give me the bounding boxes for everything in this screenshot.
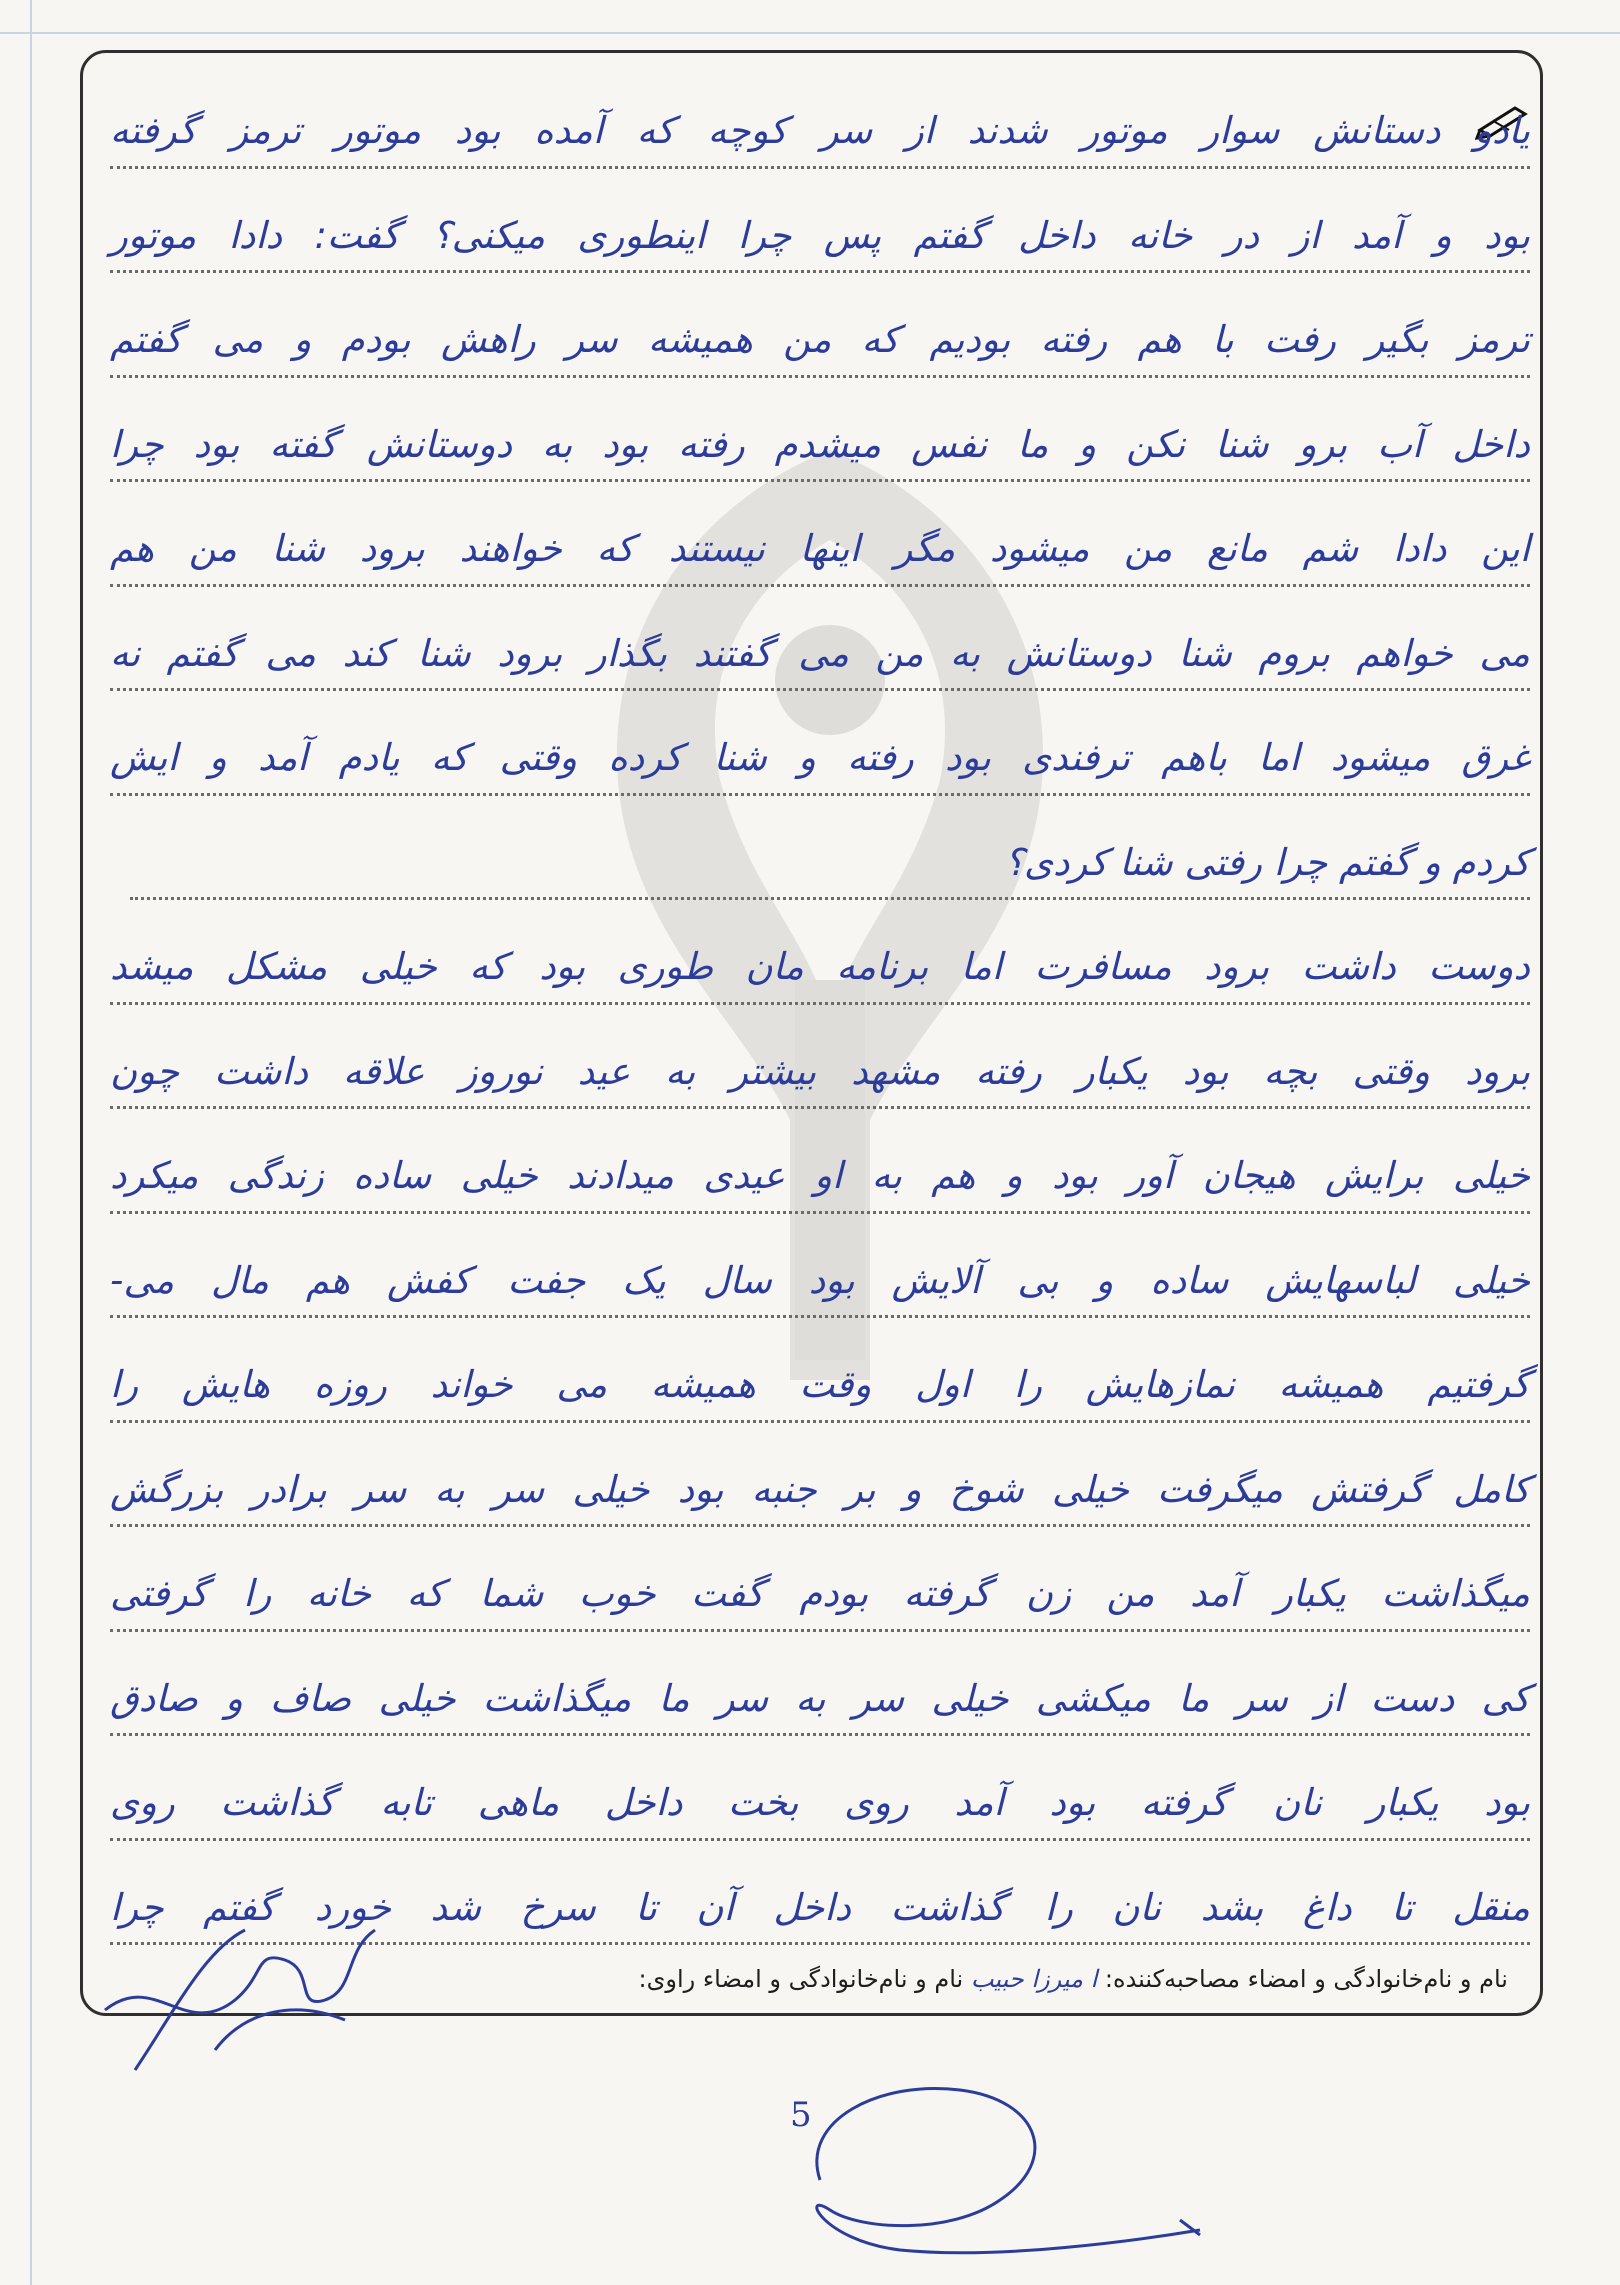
text-line: غرق میشود اما باهم ترفندی بود رفته و شنا کرده وقتی که یادم آمد و ایش [110, 725, 1530, 830]
text-line: ترمز بگیر رفت با هم رفته بودیم که من همیشه سر راهش بودم و می گفتم [110, 307, 1530, 412]
narrator-label: نام و نام‌خانوادگی و امضاء راوی: [638, 1965, 964, 1993]
page-number: 5 [790, 2095, 812, 2135]
text-line: خیلی لباسهایش ساده و بی آلایش بود سال یک جفت کفش هم مال می- [110, 1248, 1530, 1353]
text-line: کردم و گفتم چرا رفتی شنا کردی؟ [110, 830, 1530, 935]
text-line: داخل آب برو شنا نکن و ما نفس میشدم رفته بود به دوستانش گفته بود چرا [110, 412, 1530, 517]
left-edge-line [30, 0, 32, 2285]
text-line: یادو دستانش سوار موتور شدند از سر کوچه که آمده بود موتور ترمز گرفته [110, 98, 1530, 203]
signature-footer [639, 1965, 1508, 1993]
top-edge-line [0, 32, 1620, 34]
interviewer-label: نام و نام‌خانوادگی و امضاء مصاحبه‌کننده: [1104, 1965, 1508, 1993]
narrator-signature [95, 1890, 395, 2090]
text-line: گرفتیم همیشه نمازهایش را اول وقت همیشه می خواند روزه هایش را [110, 1352, 1530, 1457]
text-line: دوست داشت برود مسافرت اما برنامه مان طوری بود که خیلی مشکل میشد [110, 934, 1530, 1039]
text-line: بود و آمد از در خانه داخل گفتم پس چرا اینطوری میکنی؟ گفت: دادا موتور [110, 203, 1530, 308]
text-line: کامل گرفتش میگرفت خیلی شوخ و بر جنبه بود خیلی سر به سر برادر بزرگش [110, 1457, 1530, 1562]
text-line: میگذاشت یکبار آمد من زن گرفته بودم گفت خوب شما که خانه را گرفتی [110, 1561, 1530, 1666]
interviewer-signature [760, 2060, 1220, 2270]
text-line: منقل تا داغ بشد نان را گذاشت داخل آن تا سرخ شد خورد گفتم چرا [110, 1875, 1530, 1980]
text-line: خیلی برایش هیجان آور بود و هم به او عیدی میدادند خیلی ساده زندگی میکرد [110, 1143, 1530, 1248]
interviewer-name: ا میرزا حبیب [970, 1965, 1098, 1993]
handwritten-lines [110, 98, 1530, 1979]
text-line: این دادا شم مانع من میشود مگر اینها نیستند که خواهند برود شنا من هم [110, 516, 1530, 621]
text-line: بود یکبار نان گرفته بود آمد روی بخت داخل ماهی تابه گذاشت روی [110, 1770, 1530, 1875]
text-line: کی دست از سر ما میکشی خیلی سر به سر ما میگذاشت خیلی صاف و صادق [110, 1666, 1530, 1771]
text-line: برود وقتی بچه بود یکبار رفته مشهد بیشتر به عید نوروز علاقه داشت چون [110, 1039, 1530, 1144]
text-line: می خواهم بروم شنا دوستانش به من می گفتند بگذار برود شنا کند می گفتم نه [110, 621, 1530, 726]
